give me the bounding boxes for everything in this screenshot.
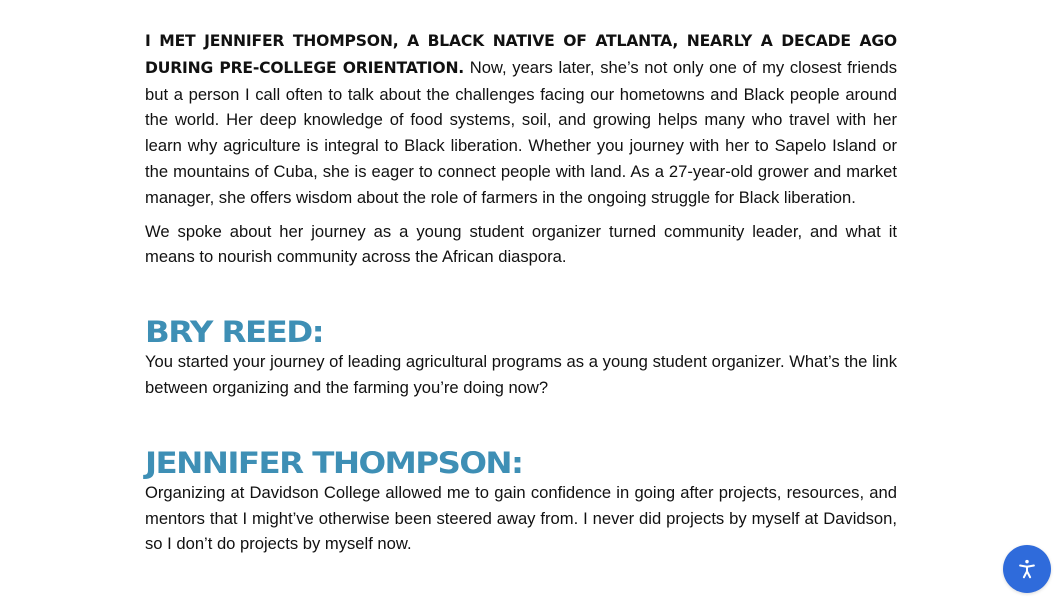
intro-paragraph <box>145 28 897 211</box>
article <box>145 28 897 557</box>
question-paragraph: You started your journey of leading agricultural programs as a young student organizer. What’s the link between organizing and the farming you’re doing now? <box>145 352 897 397</box>
speaker-heading-bry-reed: BRY REED: <box>145 315 324 350</box>
intro-lead: I MET JENNIFER THOMPSON, A BLACK NATIVE OF ATLANTA, NEARLY A DECADE AGO DURING PRE-COLLEGE ORIENTATION. <box>145 32 897 77</box>
intro-body: Now, years later, she’s not only one of my closest friends but a person I call often to talk about the challenges facing our hometowns and Black people around the world. Her deep knowledge of food systems, soil, and growing helps many who travel with her learn why agriculture is integral to Black liberation. Whether you journey with her to Sapelo Island or the mountains of Cuba, she is eager to connect people with land. As a 27-year-old grower and market manager, she offers wisdom about the role of farmers in the ongoing struggle for Black liberation. <box>145 57 897 207</box>
answer-paragraph: Organizing at Davidson College allowed me to gain confidence in going after projects, resources, and mentors that I might’ve otherwise been steered away from. I never did projects by myself at Davidson, so I don’t do projects by myself now. <box>145 482 897 554</box>
speaker-heading-jennifer-thompson: JENNIFER THOMPSON: <box>145 445 523 480</box>
accessibility-button[interactable] <box>1003 545 1051 593</box>
intro-paragraph-2: We spoke about her journey as a young student organizer turned community leader, and what it means to nourish community across the African diaspora. <box>145 221 897 267</box>
accessibility-icon <box>1016 558 1038 580</box>
